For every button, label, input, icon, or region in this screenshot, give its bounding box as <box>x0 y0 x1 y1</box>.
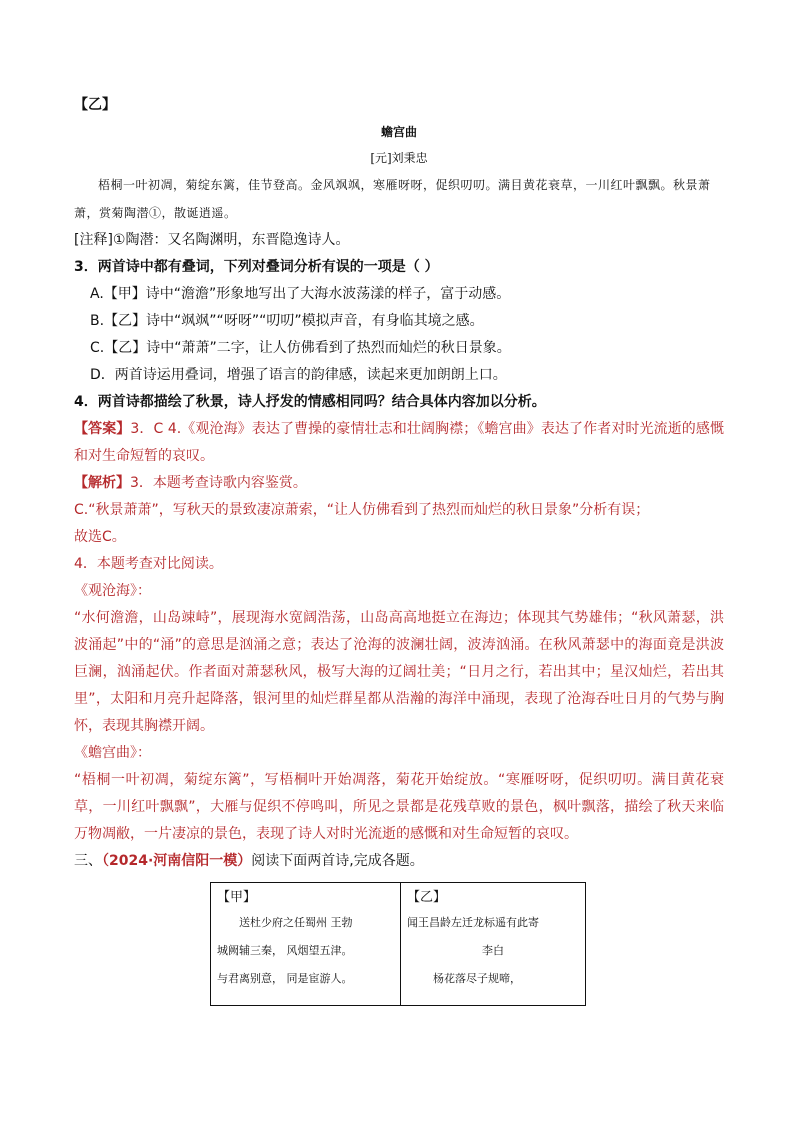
question-3-option-d: D．两首诗运用叠词，增强了语言的韵律感，读起来更加朗朗上口。 <box>90 367 507 383</box>
question-3-option-a: A.【甲】诗中“澹澹”形象地写出了大海水波荡漾的样子，富于动感。 <box>90 286 511 302</box>
poem-yi-author: 李白 <box>482 944 504 957</box>
annotation-note: [注释]①陶潜：又名陶渊明，东晋隐逸诗人。 <box>74 232 350 248</box>
section-3-prefix: 三、 <box>74 853 102 869</box>
poem-title: 蟾宫曲 <box>380 125 417 139</box>
analysis-guan-body: “水何澹澹，山岛竦峙”，展现海水宽阔浩荡，山岛高高地挺立在海边；体现其气势雄伟；“秋风萧瑟，洪波涌起”中的“涌”的意思是汹涌之意；表达了沧海的波澜壮阔，波涛汹涌。在秋风萧瑟中的海面竟是洪波巨澜，汹涌起伏。作者面对萧瑟秋风，极写大海的辽阔壮美；“日月之行，若出其中；星汉灿烂，若出其里”，太阳和月亮升起降落，银河里的灿烂群星都从浩瀚的海洋中涌现，表现了沧海吞吐日月的气势与胸怀，表现其胸襟开阔。 <box>74 610 724 734</box>
analysis-q3-conclusion: 故选C。 <box>74 529 126 545</box>
poem-jia-cell <box>211 883 401 1005</box>
document-page <box>74 92 724 875</box>
poem-jia-line-2: 与君离别意， 同是宦游人。 <box>217 972 353 985</box>
poem-comparison-table <box>210 882 586 1006</box>
section-3-source: （2024·河南信阳一模） <box>102 853 252 869</box>
answer-label: 【答案】 <box>74 421 131 437</box>
question-4-stem: 4．两首诗都描绘了秋景，诗人抒发的情感相同吗？结合具体内容加以分析。 <box>74 394 546 410</box>
section-yi-label: 【乙】 <box>74 97 116 113</box>
analysis-chan-title: 《蟾宫曲》： <box>74 745 151 761</box>
poem-jia-tag: 【甲】 <box>217 890 257 905</box>
poem-yi-line-1: 杨花落尽子规啼， <box>433 972 521 985</box>
analysis-q4-head: 4．本题考查对比阅读。 <box>74 556 223 572</box>
analysis-label: 【解析】 <box>74 475 130 491</box>
poem-author: [元]刘秉忠 <box>370 151 428 165</box>
poem-yi-tag: 【乙】 <box>407 890 447 905</box>
question-3-option-c: C.【乙】诗中“萧萧”二字，让人仿佛看到了热烈而灿烂的秋日景象。 <box>90 340 511 356</box>
analysis-q3-body: C.“秋景萧萧”，写秋天的景致凄凉萧索，“让人仿佛看到了热烈而灿烂的秋日景象”分析有误； <box>74 502 650 518</box>
answer-text: 3．C 4.《观沧海》表达了曹操的豪情壮志和壮阔胸襟；《蟾宫曲》表达了作者对时光流逝的感慨和对生命短暂的哀叹。 <box>74 421 725 464</box>
poem-body: 梧桐一叶初凋，菊绽东篱，佳节登高。金风飒飒，寒雁呀呀，促织叨叨。满目黄花衰草，一川红叶飘飘。秋景萧萧，赏菊陶潜①，散诞逍遥。 <box>74 178 711 220</box>
answer-block <box>74 416 724 470</box>
analysis-q3-head-text: 3．本题考查诗歌内容鉴赏。 <box>130 475 307 491</box>
poem-jia-line-1: 城阙辅三秦， 风烟望五津。 <box>217 944 353 957</box>
poem-yi-title: 闻王昌龄左迁龙标遥有此寄 <box>407 916 539 929</box>
section-3-instruction: 阅读下面两首诗,完成各题。 <box>251 853 424 869</box>
question-3-stem: 3．两首诗中都有叠词，下列对叠词分析有误的一项是（ ） <box>74 259 439 275</box>
poem-yi-cell <box>401 883 585 1005</box>
section-3-heading <box>74 848 724 875</box>
question-3-option-b: B.【乙】诗中“飒飒”“呀呀”“叨叨”模拟声音，有身临其境之感。 <box>90 313 484 329</box>
analysis-guan-title: 《观沧海》： <box>74 583 151 599</box>
analysis-chan-body: “梧桐一叶初凋，菊绽东篱”，写梧桐叶开始凋落，菊花开始绽放。“寒雁呀呀，促织叨叨。满目黄花衰草，一川红叶飘飘”，大雁与促织不停鸣叫，所见之景都是花残草败的景色，枫叶飘落，描绘了秋天来临万物凋敝，一片凄凉的景色，表现了诗人对时光流逝的感慨和对生命短暂的哀叹。 <box>74 772 724 842</box>
analysis-q3-head <box>74 470 724 497</box>
poem-jia-title: 送杜少府之任蜀州 王勃 <box>239 916 353 929</box>
